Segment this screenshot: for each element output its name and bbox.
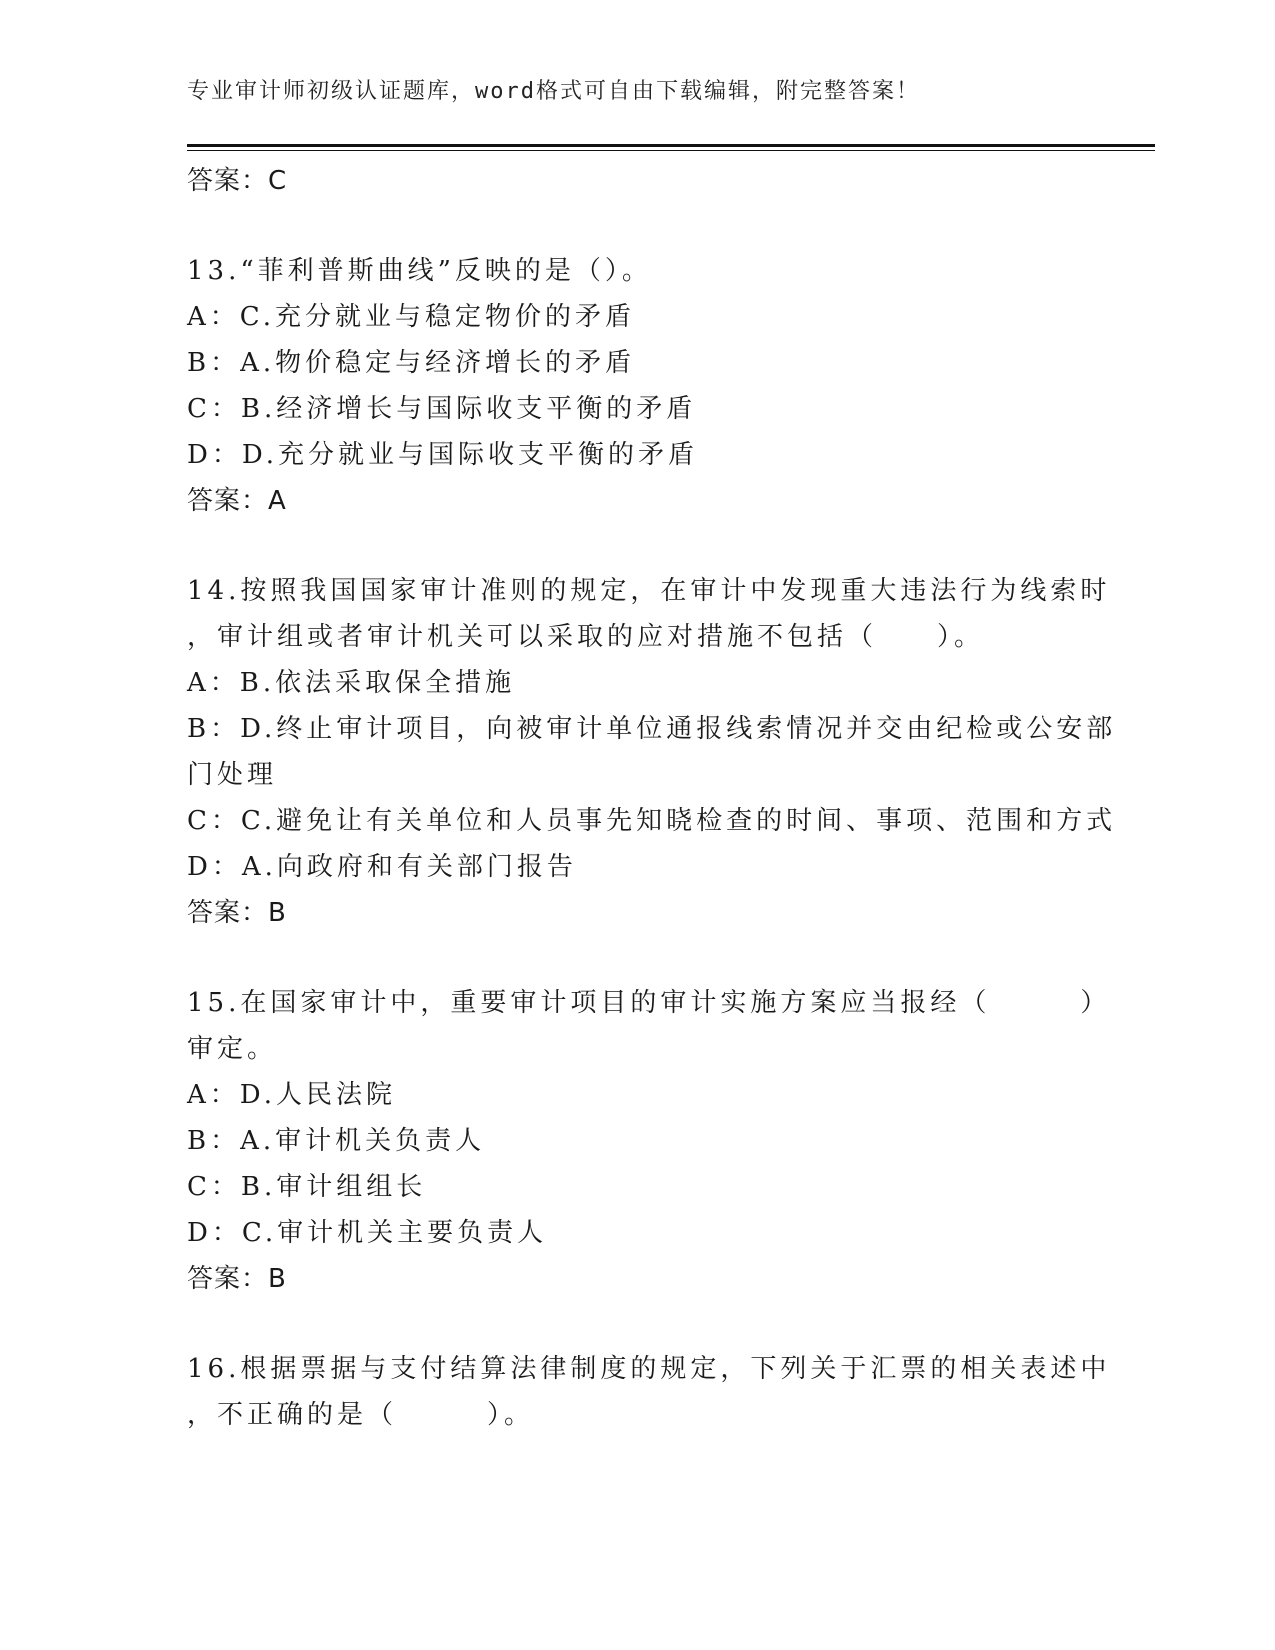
question-stem-continued: ，不正确的是（ ）。 — [187, 1400, 535, 1430]
option-b: B：A.物价稳定与经济增长的矛盾 — [187, 348, 636, 378]
question-stem: 13.“菲利普斯曲线”反映的是（）。 — [187, 256, 652, 286]
header-rule-thick — [187, 144, 1155, 147]
spacer — [187, 1302, 1087, 1346]
answer: 答案：B — [187, 1264, 287, 1294]
question-15 — [187, 980, 1111, 1302]
option-d: D：D.充分就业与国际收支平衡的矛盾 — [187, 440, 699, 470]
question-stem: 14.按照我国国家审计准则的规定，在审计中发现重大违法行为线索时 — [187, 576, 1111, 606]
option-b: B：A.审计机关负责人 — [187, 1126, 486, 1156]
header-rule-thin — [187, 150, 1155, 151]
question-stem-continued: 审定。 — [187, 1034, 278, 1064]
document-body — [187, 158, 1117, 1438]
option-d: D：C.审计机关主要负责人 — [187, 1218, 548, 1248]
page-header: 专业审计师初级认证题库，word格式可自由下载编辑，附完整答案！ — [187, 79, 920, 104]
previous-answer: 答案：C — [187, 166, 288, 196]
option-b: B：D.终止审计项目，向被审计单位通报线索情况并交由纪检或公安部 — [187, 714, 1117, 744]
question-stem-continued: ，审计组或者审计机关可以采取的应对措施不包括（ ）。 — [187, 622, 985, 652]
option-c: C：B.经济增长与国际收支平衡的矛盾 — [187, 394, 697, 424]
option-c: C：B.审计组组长 — [187, 1172, 427, 1202]
question-16 — [187, 1346, 1111, 1438]
option-b-continued: 门处理 — [187, 760, 278, 790]
question-14 — [187, 568, 1117, 936]
spacer — [187, 204, 1087, 248]
spacer — [187, 936, 1087, 980]
question-13 — [187, 248, 1087, 524]
option-a: A：C.充分就业与稳定物价的矛盾 — [187, 302, 636, 332]
option-a: A：B.依法采取保全措施 — [187, 668, 516, 698]
answer: 答案：A — [187, 486, 287, 516]
question-stem: 15.在国家审计中，重要审计项目的审计实施方案应当报经（ ） — [187, 988, 1111, 1018]
option-c: C：C.避免让有关单位和人员事先知晓检查的时间、事项、范围和方式 — [187, 806, 1117, 836]
spacer — [187, 524, 1087, 568]
answer: 答案：B — [187, 898, 287, 928]
question-stem: 16.根据票据与支付结算法律制度的规定，下列关于汇票的相关表述中 — [187, 1354, 1111, 1384]
option-a: A：D.人民法院 — [187, 1080, 396, 1110]
option-d: D：A.向政府和有关部门报告 — [187, 852, 577, 882]
